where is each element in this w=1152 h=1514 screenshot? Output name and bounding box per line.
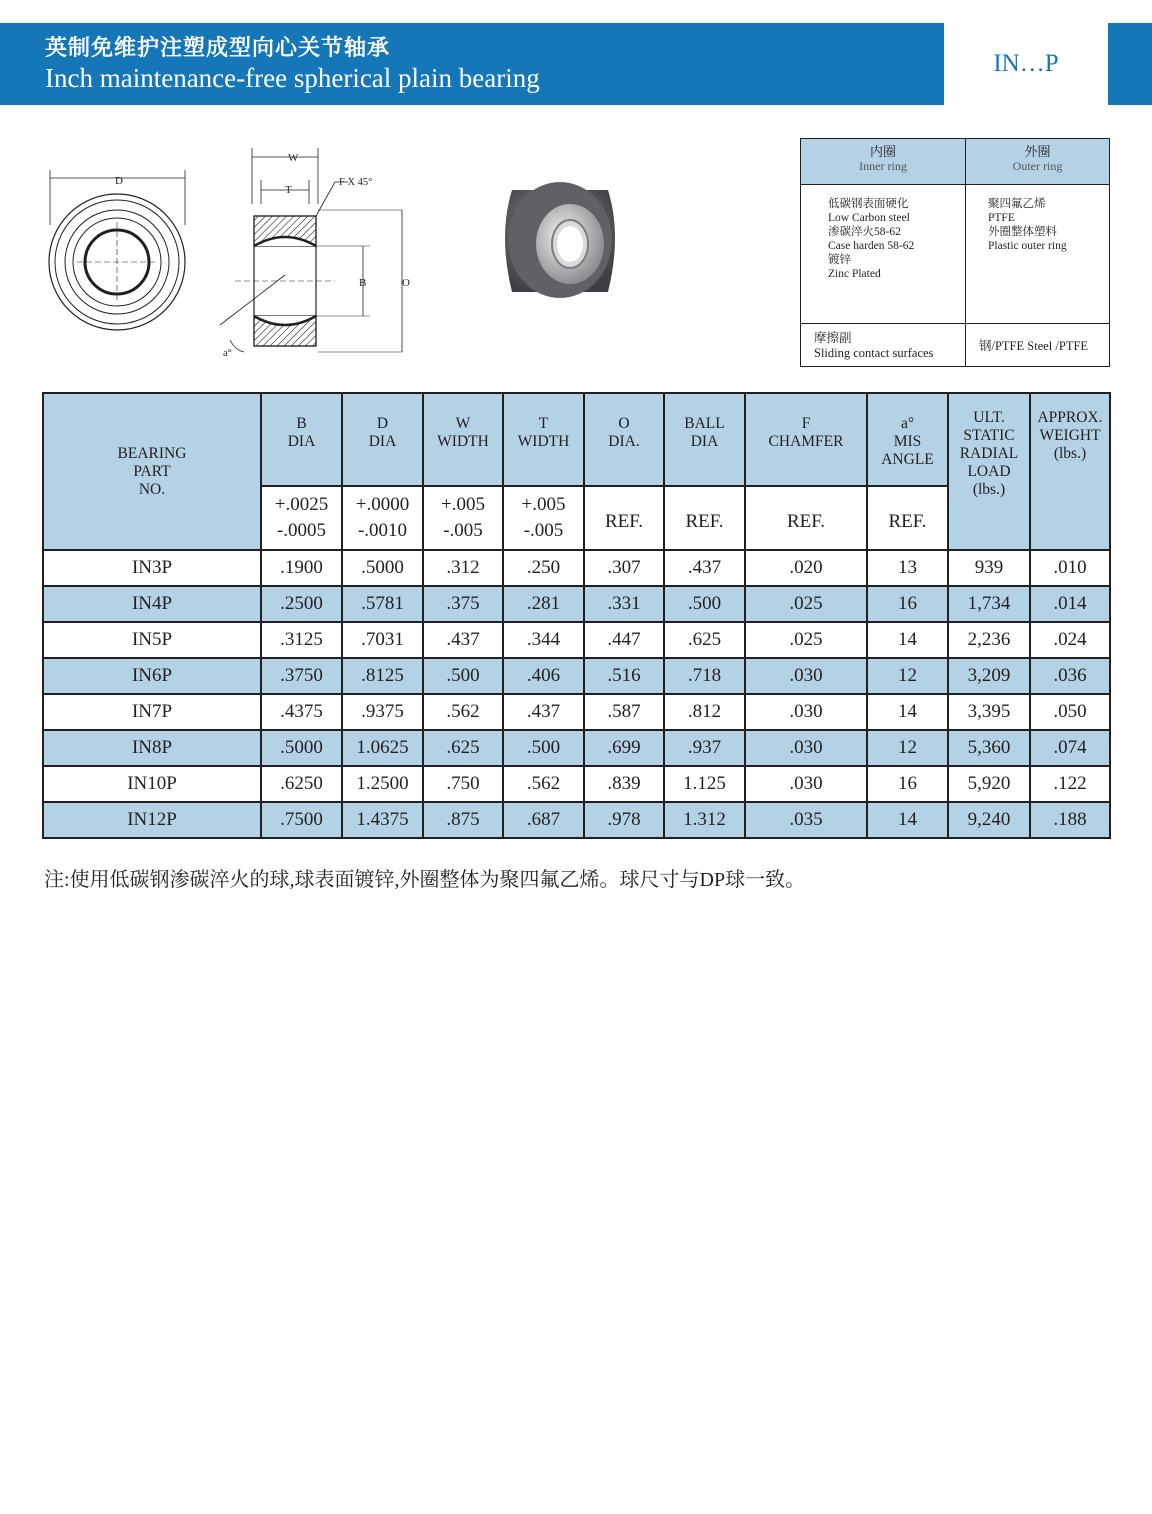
inner-ring-title-cn: 内圈 bbox=[869, 144, 896, 159]
cell-part: IN12P bbox=[43, 802, 261, 838]
cell-ball: .437 bbox=[664, 550, 745, 586]
tolerance-f: REF. bbox=[745, 486, 867, 550]
sliding-surface-value: 钢/PTFE Steel /PTFE bbox=[966, 324, 1110, 367]
tolerance-text: +.0025 bbox=[274, 494, 329, 515]
cell-d: 1.2500 bbox=[342, 766, 423, 802]
cell-load: 5,920 bbox=[948, 766, 1030, 802]
cell-o: .331 bbox=[584, 586, 664, 622]
cell-t: .562 bbox=[503, 766, 584, 802]
cell-w: .500 bbox=[423, 658, 503, 694]
header-text: MIS bbox=[893, 433, 922, 450]
cell-o: .587 bbox=[584, 694, 664, 730]
header-text: RADIAL bbox=[959, 445, 1019, 462]
cell-ball: .625 bbox=[664, 622, 745, 658]
tolerance-text: -.0005 bbox=[276, 520, 327, 541]
cell-load: 939 bbox=[948, 550, 1030, 586]
cell-d: 1.0625 bbox=[342, 730, 423, 766]
cell-weight: .050 bbox=[1030, 694, 1110, 730]
cell-ball: .718 bbox=[664, 658, 745, 694]
cell-ball: .937 bbox=[664, 730, 745, 766]
cell-o: .307 bbox=[584, 550, 664, 586]
tolerance-d bbox=[342, 486, 423, 550]
cell-w: .375 bbox=[423, 586, 503, 622]
sliding-surface-label bbox=[801, 324, 966, 367]
cell-part: IN3P bbox=[43, 550, 261, 586]
dim-label-o: O bbox=[402, 277, 410, 289]
material-table bbox=[800, 138, 1110, 367]
cell-w: .625 bbox=[423, 730, 503, 766]
header-ball-dia bbox=[664, 393, 745, 486]
dim-label-f: F X 45° bbox=[339, 177, 373, 188]
header-ult-load bbox=[948, 393, 1030, 550]
inner-material-line: 镀锌 bbox=[828, 254, 851, 266]
cell-weight: .010 bbox=[1030, 550, 1110, 586]
cell-part: IN4P bbox=[43, 586, 261, 622]
cell-t: .281 bbox=[503, 586, 584, 622]
cell-load: 2,236 bbox=[948, 622, 1030, 658]
cell-t: .344 bbox=[503, 622, 584, 658]
cell-w: .875 bbox=[423, 802, 503, 838]
header-text: a° bbox=[900, 415, 915, 432]
cell-b: .4375 bbox=[261, 694, 342, 730]
cell-d: 1.4375 bbox=[342, 802, 423, 838]
tolerance-b bbox=[261, 486, 342, 550]
tolerance-text: -.0010 bbox=[357, 520, 408, 541]
dim-label-a: a° bbox=[223, 348, 232, 359]
cell-part: IN8P bbox=[43, 730, 261, 766]
header-text: (lbs.) bbox=[972, 481, 1006, 498]
cell-t: .437 bbox=[503, 694, 584, 730]
cell-weight: .188 bbox=[1030, 802, 1110, 838]
tolerance-text: +.0000 bbox=[355, 494, 410, 515]
outer-material-line: Plastic outer ring bbox=[988, 240, 1067, 252]
table-row bbox=[43, 730, 1110, 766]
cell-ball: 1.125 bbox=[664, 766, 745, 802]
inner-ring-title-en: Inner ring bbox=[859, 159, 907, 173]
header-text: STATIC bbox=[963, 427, 1015, 444]
header-text: ANGLE bbox=[881, 451, 934, 468]
outer-material-line: PTFE bbox=[988, 212, 1015, 224]
cell-angle: 12 bbox=[867, 658, 948, 694]
footnote: 注:使用低碳钢渗碳淬火的球,球表面镀锌,外圈整体为聚四氟乙烯。球尺寸与DP球一致。 bbox=[44, 869, 806, 891]
table-row bbox=[43, 550, 1110, 586]
cell-d: .9375 bbox=[342, 694, 423, 730]
header-text: DIA bbox=[287, 433, 316, 450]
dim-label-b: B bbox=[359, 277, 367, 289]
header-text: WEIGHT bbox=[1039, 427, 1101, 444]
cell-weight: .014 bbox=[1030, 586, 1110, 622]
bearing-product-photo bbox=[490, 160, 630, 310]
table-row bbox=[43, 766, 1110, 802]
cell-weight: .024 bbox=[1030, 622, 1110, 658]
cell-angle: 14 bbox=[867, 694, 948, 730]
tolerance-a: REF. bbox=[867, 486, 948, 550]
tolerance-text: +.005 bbox=[441, 494, 485, 515]
header-d-dia bbox=[342, 393, 423, 486]
cell-t: .500 bbox=[503, 730, 584, 766]
cell-ball: .812 bbox=[664, 694, 745, 730]
cell-f: .030 bbox=[745, 730, 867, 766]
cell-w: .312 bbox=[423, 550, 503, 586]
cell-o: .978 bbox=[584, 802, 664, 838]
tolerance-ball: REF. bbox=[664, 486, 745, 550]
cell-o: .516 bbox=[584, 658, 664, 694]
cell-load: 9,240 bbox=[948, 802, 1030, 838]
header-text: W bbox=[455, 415, 471, 432]
model-code: IN…P bbox=[993, 50, 1059, 77]
cell-load: 1,734 bbox=[948, 586, 1030, 622]
title-chinese: 英制免维护注塑成型向心关节轴承 bbox=[45, 35, 391, 60]
cell-d: .8125 bbox=[342, 658, 423, 694]
cell-angle: 12 bbox=[867, 730, 948, 766]
header-text: DIA bbox=[690, 433, 719, 450]
header-part-no bbox=[43, 393, 261, 550]
cell-b: .2500 bbox=[261, 586, 342, 622]
header-text: PART bbox=[133, 462, 171, 480]
header-text: APPROX. bbox=[1037, 409, 1103, 426]
header-text: DIA. bbox=[608, 433, 640, 450]
header-text: BEARING bbox=[117, 444, 187, 462]
cell-t: .406 bbox=[503, 658, 584, 694]
header-text: NO. bbox=[138, 480, 166, 498]
header-b-dia bbox=[261, 393, 342, 486]
cell-part: IN10P bbox=[43, 766, 261, 802]
outer-ring-title-cn: 外圈 bbox=[1024, 144, 1051, 159]
header-text: F bbox=[801, 415, 811, 432]
cell-load: 5,360 bbox=[948, 730, 1030, 766]
tolerance-text: +.005 bbox=[521, 494, 566, 515]
dim-label-t: T bbox=[285, 184, 292, 196]
header-t-width bbox=[503, 393, 584, 486]
header-text: (lbs.) bbox=[1053, 445, 1087, 462]
outer-material-line: 聚四氟乙烯 bbox=[988, 198, 1046, 210]
cell-ball: 1.312 bbox=[664, 802, 745, 838]
cell-o: .839 bbox=[584, 766, 664, 802]
cell-t: .687 bbox=[503, 802, 584, 838]
outer-ring-material bbox=[966, 185, 1110, 324]
cell-t: .250 bbox=[503, 550, 584, 586]
outer-material-line: 外圈整体塑料 bbox=[988, 226, 1057, 238]
tolerance-t bbox=[503, 486, 584, 550]
header-text: ULT. bbox=[973, 409, 1005, 426]
cell-angle: 14 bbox=[867, 802, 948, 838]
header-text: LOAD bbox=[967, 463, 1011, 480]
header-text: D bbox=[376, 415, 389, 432]
cell-part: IN7P bbox=[43, 694, 261, 730]
table-row bbox=[43, 622, 1110, 658]
inner-material-line: 低碳钢表面硬化 bbox=[828, 198, 909, 210]
cell-b: .3750 bbox=[261, 658, 342, 694]
cell-d: .5000 bbox=[342, 550, 423, 586]
cell-weight: .074 bbox=[1030, 730, 1110, 766]
cell-angle: 16 bbox=[867, 586, 948, 622]
dim-label-d: D bbox=[115, 175, 123, 187]
inner-material-line: 渗碳淬火58-62 bbox=[828, 226, 901, 238]
cell-o: .699 bbox=[584, 730, 664, 766]
cell-angle: 16 bbox=[867, 766, 948, 802]
header-text: B bbox=[296, 415, 307, 432]
inner-ring-header bbox=[801, 139, 966, 185]
table-row bbox=[43, 658, 1110, 694]
header-text: BALL bbox=[684, 415, 725, 432]
tolerance-w bbox=[423, 486, 503, 550]
cell-part: IN5P bbox=[43, 622, 261, 658]
cell-ball: .500 bbox=[664, 586, 745, 622]
tolerance-text: -.005 bbox=[443, 520, 483, 541]
cell-f: .025 bbox=[745, 586, 867, 622]
cell-d: .7031 bbox=[342, 622, 423, 658]
cell-o: .447 bbox=[584, 622, 664, 658]
header-text: T bbox=[538, 415, 549, 432]
table-row bbox=[43, 586, 1110, 622]
header-f-chamfer bbox=[745, 393, 867, 486]
header-text: CHAMFER bbox=[768, 433, 844, 450]
table-row bbox=[43, 802, 1110, 838]
cell-load: 3,395 bbox=[948, 694, 1030, 730]
header-text: WIDTH bbox=[437, 433, 489, 450]
section-view bbox=[220, 148, 402, 352]
cell-b: .6250 bbox=[261, 766, 342, 802]
cell-f: .030 bbox=[745, 694, 867, 730]
cell-weight: .036 bbox=[1030, 658, 1110, 694]
cell-weight: .122 bbox=[1030, 766, 1110, 802]
outer-ring-header bbox=[966, 139, 1110, 185]
cell-w: .437 bbox=[423, 622, 503, 658]
cell-f: .020 bbox=[745, 550, 867, 586]
cell-angle: 13 bbox=[867, 550, 948, 586]
dim-label-w: W bbox=[288, 152, 299, 164]
cell-f: .030 bbox=[745, 766, 867, 802]
cell-f: .025 bbox=[745, 622, 867, 658]
inner-ring-material bbox=[801, 185, 966, 324]
inner-material-line: Zinc Plated bbox=[828, 268, 881, 280]
cell-load: 3,209 bbox=[948, 658, 1030, 694]
header-accent-strip bbox=[1108, 23, 1152, 105]
front-view bbox=[49, 170, 185, 330]
header-o-dia bbox=[584, 393, 664, 486]
cell-w: .750 bbox=[423, 766, 503, 802]
sliding-label-cn: 摩擦副 bbox=[814, 331, 852, 345]
cell-b: .7500 bbox=[261, 802, 342, 838]
inner-material-line: Low Carbon steel bbox=[828, 212, 910, 224]
cell-b: .3125 bbox=[261, 622, 342, 658]
header-text: DIA bbox=[368, 433, 397, 450]
cell-part: IN6P bbox=[43, 658, 261, 694]
cell-angle: 14 bbox=[867, 622, 948, 658]
cell-b: .5000 bbox=[261, 730, 342, 766]
header-w-width bbox=[423, 393, 503, 486]
bearing-technical-drawing bbox=[30, 140, 450, 370]
header-approx-weight bbox=[1030, 393, 1110, 550]
outer-ring-title-en: Outer ring bbox=[1012, 159, 1063, 173]
table-row bbox=[43, 694, 1110, 730]
header-mis-angle bbox=[867, 393, 948, 486]
inner-material-line: Case harden 58-62 bbox=[828, 240, 915, 252]
cell-d: .5781 bbox=[342, 586, 423, 622]
title-banner bbox=[0, 23, 944, 105]
sliding-label-en: Sliding contact surfaces bbox=[814, 346, 934, 360]
cell-f: .030 bbox=[745, 658, 867, 694]
header-text: WIDTH bbox=[517, 433, 570, 450]
cell-b: .1900 bbox=[261, 550, 342, 586]
tolerance-o: REF. bbox=[584, 486, 664, 550]
specification-table bbox=[42, 392, 1111, 839]
cell-f: .035 bbox=[745, 802, 867, 838]
cell-w: .562 bbox=[423, 694, 503, 730]
title-english: Inch maintenance-free spherical plain bearing bbox=[45, 63, 540, 93]
header-text: O bbox=[618, 415, 630, 432]
tolerance-text: -.005 bbox=[523, 520, 564, 541]
